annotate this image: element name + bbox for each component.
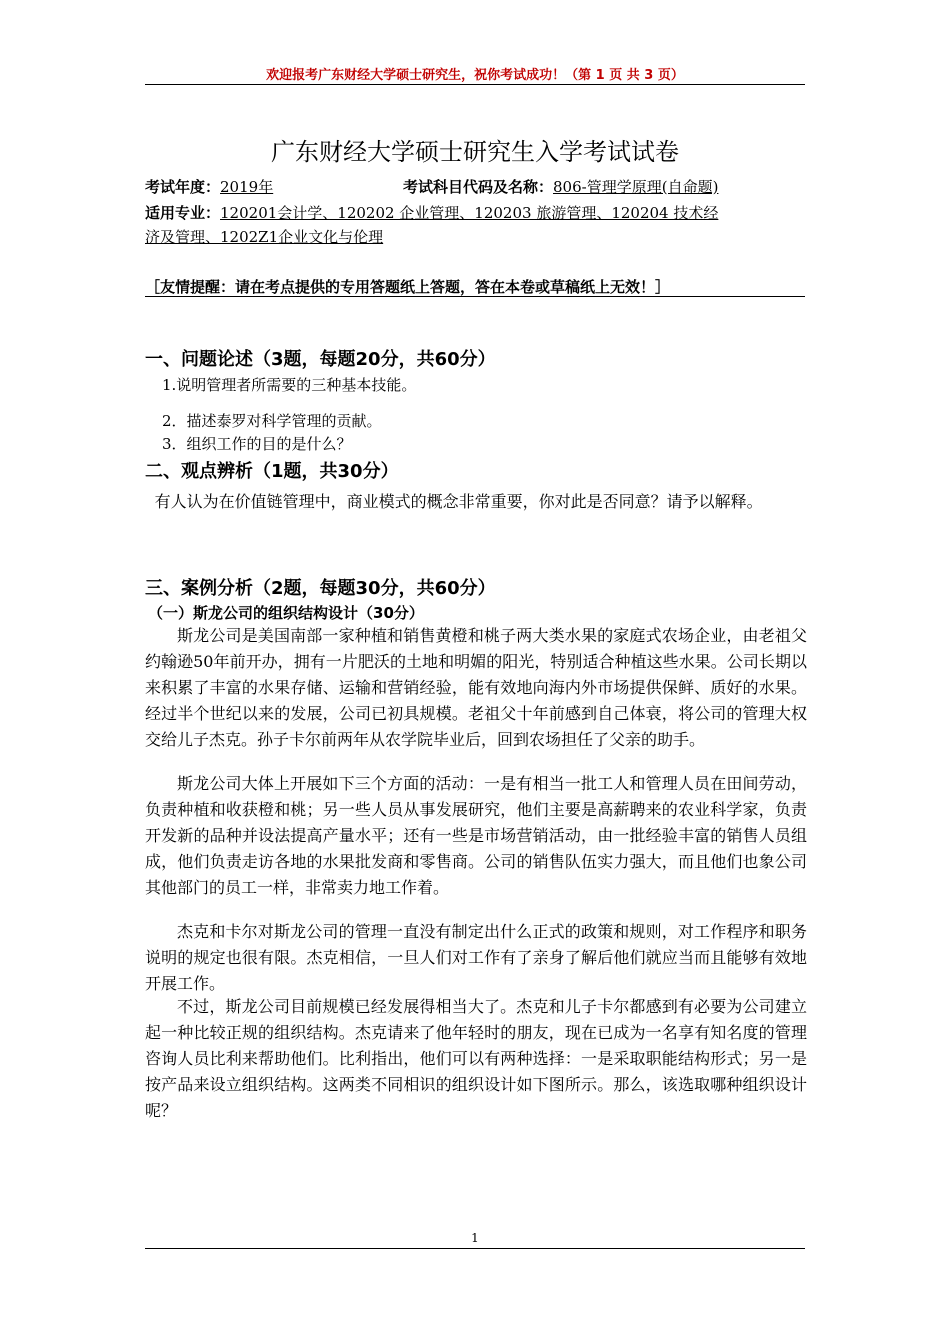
page-title: 广东财经大学硕士研究生入学考试试卷 (271, 138, 679, 166)
year-value: 2019年 (220, 178, 274, 196)
case1-title: （一）斯龙公司的组织结构设计（30分） (148, 604, 424, 622)
answer-reminder: ［友情提醒：请在考点提供的专用答题纸上答题，答在本卷或草稿纸上无效！］ (145, 278, 671, 296)
case-paragraph: 杰克和卡尔对斯龙公司的管理一直没有制定出什么正式的政策和规则，对工作程序和职务说明的规定也很有限。杰克相信，一旦人们对工作有了亲身了解后他们就应当而且能够有效地开展工作。 (145, 922, 807, 993)
reminder-rule (145, 296, 805, 297)
case-paragraph: 不过，斯龙公司目前规模已经发展得相当大了。杰克和儿子卡尔都感到有必要为公司建立起一种比较正规的组织结构。杰克请来了他年轻时的朋友，现在已成为一名享有知名度的管理咨询人员比利来帮助他们。比利指出，他们可以有两种选择：一是采取职能结构形式；另一是按产品来设立组织结构。这两类不同相识的组织设计如下图所示。那么，该选取哪种组织设计呢？ (145, 997, 807, 1120)
subject-value: 806-管理学原理(自命题) (553, 178, 719, 196)
meta-row-major-cont (145, 226, 807, 248)
subject-label: 考试科目代码及名称： (403, 178, 554, 196)
section1-heading: 一、问题论述（3题，每题20分，共60分） (145, 349, 496, 370)
section3-heading: 三、案例分析（2题，每题30分，共60分） (145, 578, 496, 599)
major-value-line1: 120201会计学、120202 企业管理、120203 旅游管理、120204 技术经 (220, 204, 719, 222)
major-label: 适用专业： (145, 204, 221, 222)
case-paragraph: 斯龙公司大体上开展如下三个方面的活动：一是有相当一批工人和管理人员在田间劳动，负责种植和收获橙和桃；另一些人员从事发展研究，他们主要是高薪聘来的农业科学家，负责开发新的品种并设法提高产量水平；还有一些是市场营销活动，由一批经验丰富的销售人员组成，他们负责走访各地的水果批发商和零售商。公司的销售队伍实力强大，而且他们也象公司其他部门的员工一样，非常卖力地工作着。 (145, 774, 807, 897)
section2-heading: 二、观点辨析（1题，共30分） (145, 461, 399, 482)
case-paragraph: 斯龙公司是美国南部一家种植和销售黄橙和桃子两大类水果的家庭式农场企业，由老祖父约翰逊50年前开办，拥有一片肥沃的土地和明媚的阳光，特别适合种植这些水果。公司长期以来积累了丰富的水果存储、运输和营销经验，能有效地向海内外市场提供保鲜、质好的水果。经过半个世纪以来的发展，公司已初具规模。老祖父十年前感到自己体衰，将公司的管理大权交给儿子杰克。孙子卡尔前两年从农学院毕业后，回到农场担任了父亲的助手。 (145, 626, 807, 749)
footer-rule (145, 1248, 805, 1249)
meta-row-year-subject (145, 176, 807, 198)
question-1: 1.说明管理者所需要的三种基本技能。 (162, 376, 417, 394)
page-number: 1 (471, 1231, 479, 1245)
header-note: 欢迎报考广东财经大学硕士研究生，祝你考试成功！（第 1 页 共 3 页） (266, 68, 684, 83)
section2-text: 有人认为在价值链管理中，商业模式的概念非常重要，你对此是否同意？请予以解释。 (154, 492, 763, 511)
question-2: 2．描述泰罗对科学管理的贡献。 (162, 412, 382, 430)
major-value-line2: 济及管理、1202Z1企业文化与伦理 (145, 228, 384, 246)
subject-group (403, 176, 718, 198)
meta-row-major (145, 202, 807, 224)
question-3: 3．组织工作的目的是什么？ (162, 435, 352, 453)
header-rule (145, 84, 805, 85)
year-label: 考试年度： (145, 178, 221, 196)
